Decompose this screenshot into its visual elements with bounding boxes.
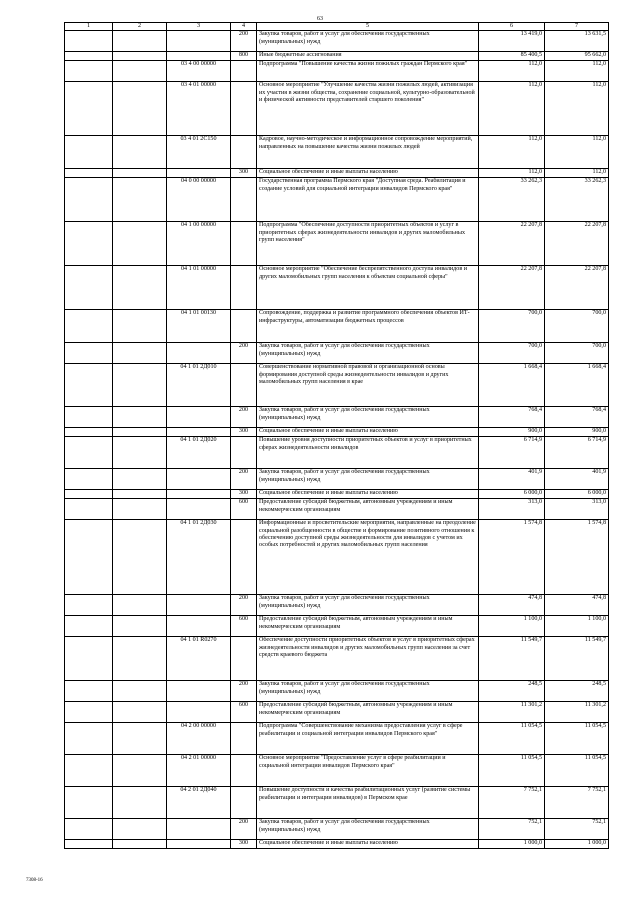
table-row bbox=[65, 499, 609, 520]
col2-cell bbox=[113, 723, 167, 755]
col2-cell bbox=[113, 61, 167, 82]
amount-year-2: 700,0 bbox=[545, 310, 609, 343]
amount-year-2: 752,1 bbox=[545, 819, 609, 840]
table-row bbox=[65, 520, 609, 595]
page-number: 63 bbox=[317, 16, 323, 22]
col1-cell bbox=[65, 637, 113, 681]
expense-type-code: 200 bbox=[231, 407, 257, 428]
amount-year-1: 900,0 bbox=[479, 428, 545, 437]
expense-type-code: 600 bbox=[231, 499, 257, 520]
col1-cell bbox=[65, 437, 113, 469]
amount-year-1: 13 419,0 bbox=[479, 31, 545, 52]
item-name: Социальное обеспечение и иные выплаты населению bbox=[257, 840, 479, 849]
expense-type-code: 200 bbox=[231, 819, 257, 840]
amount-year-1: 1 100,0 bbox=[479, 616, 545, 637]
col2-cell bbox=[113, 681, 167, 702]
target-article-code bbox=[167, 595, 231, 616]
expense-type-code: 200 bbox=[231, 681, 257, 702]
col1-cell bbox=[65, 178, 113, 222]
amount-year-2: 112,0 bbox=[545, 82, 609, 136]
expense-type-code bbox=[231, 178, 257, 222]
amount-year-1: 700,0 bbox=[479, 310, 545, 343]
col1-cell bbox=[65, 31, 113, 52]
target-article-code: 04 2 01 2Д040 bbox=[167, 787, 231, 819]
item-name: Кадровое, научно-методическое и информационное сопровождение мероприятий, направленных на повышение качества жизни пожилых людей bbox=[257, 136, 479, 169]
table-row bbox=[65, 637, 609, 681]
table-row bbox=[65, 840, 609, 849]
footer-code: 7308-16 bbox=[26, 878, 43, 883]
col1-cell bbox=[65, 82, 113, 136]
amount-year-2: 6 000,0 bbox=[545, 490, 609, 499]
table-row bbox=[65, 437, 609, 469]
amount-year-1: 313,0 bbox=[479, 499, 545, 520]
expense-type-code: 200 bbox=[231, 595, 257, 616]
amount-year-2: 112,0 bbox=[545, 136, 609, 169]
amount-year-1: 112,0 bbox=[479, 136, 545, 169]
col2-cell bbox=[113, 840, 167, 849]
expense-type-code bbox=[231, 61, 257, 82]
item-name: Подпрограмма "Совершенствование механизма предоставления услуг в сфере реабилитации и социальной интеграции инвалидов Пермского края" bbox=[257, 723, 479, 755]
col1-cell bbox=[65, 520, 113, 595]
target-article-code bbox=[167, 407, 231, 428]
amount-year-2: 1 574,8 bbox=[545, 520, 609, 595]
amount-year-1: 1 668,4 bbox=[479, 364, 545, 407]
item-name: Социальное обеспечение и иные выплаты населению bbox=[257, 490, 479, 499]
item-name: Предоставление субсидий бюджетным, автономным учреждениям и иным некоммерческим организациям bbox=[257, 499, 479, 520]
col1-cell bbox=[65, 819, 113, 840]
amount-year-1: 33 262,3 bbox=[479, 178, 545, 222]
table-row bbox=[65, 364, 609, 407]
expense-type-code: 200 bbox=[231, 469, 257, 490]
expense-type-code: 300 bbox=[231, 169, 257, 178]
col2-cell bbox=[113, 787, 167, 819]
col2-cell bbox=[113, 499, 167, 520]
col1-cell bbox=[65, 343, 113, 364]
item-name: Основное мероприятие "Улучшение качества жизни пожилых людей, активизация их участия в жизни общества, сохранение социальной, культурно-образовательной и физической активности представителей старшего поколения" bbox=[257, 82, 479, 136]
table-row bbox=[65, 136, 609, 169]
amount-year-2: 1 668,4 bbox=[545, 364, 609, 407]
table-row bbox=[65, 407, 609, 428]
col1-cell bbox=[65, 222, 113, 266]
amount-year-2: 112,0 bbox=[545, 169, 609, 178]
header-cell: 2 bbox=[113, 23, 167, 31]
amount-year-1: 85 400,5 bbox=[479, 52, 545, 61]
target-article-code: 04 1 00 00000 bbox=[167, 222, 231, 266]
target-article-code: 04 2 00 00000 bbox=[167, 723, 231, 755]
expense-type-code: 300 bbox=[231, 840, 257, 849]
col1-cell bbox=[65, 595, 113, 616]
item-name: Предоставление субсидий бюджетным, автономным учреждениям и иным некоммерческим организациям bbox=[257, 702, 479, 723]
expense-type-code: 200 bbox=[231, 343, 257, 364]
target-article-code bbox=[167, 428, 231, 437]
col1-cell bbox=[65, 364, 113, 407]
col1-cell bbox=[65, 52, 113, 61]
expense-type-code bbox=[231, 787, 257, 819]
table-row bbox=[65, 787, 609, 819]
amount-year-2: 1 000,0 bbox=[545, 840, 609, 849]
amount-year-1: 112,0 bbox=[479, 61, 545, 82]
expense-type-code: 300 bbox=[231, 490, 257, 499]
col1-cell bbox=[65, 469, 113, 490]
expense-type-code bbox=[231, 266, 257, 310]
table-row bbox=[65, 681, 609, 702]
amount-year-2: 11 549,7 bbox=[545, 637, 609, 681]
item-name: Информационные и просветительские мероприятия, направленные на преодоление социальной разобщенности в обществе и формирование позитивного отношения к обеспечению доступной среды жизнедеятельности для инвалидов с учетом их особых потребностей и других маломобильных групп населения bbox=[257, 520, 479, 595]
target-article-code bbox=[167, 490, 231, 499]
amount-year-2: 95 662,0 bbox=[545, 52, 609, 61]
amount-year-1: 752,1 bbox=[479, 819, 545, 840]
amount-year-1: 11 549,7 bbox=[479, 637, 545, 681]
item-name: Государственная программа Пермского края "Доступная среда. Реабилитация и создание условий для социальной интеграции инвалидов Пермского края" bbox=[257, 178, 479, 222]
target-article-code: 03 4 00 00000 bbox=[167, 61, 231, 82]
table-row bbox=[65, 82, 609, 136]
col2-cell bbox=[113, 136, 167, 169]
amount-year-1: 11 054,5 bbox=[479, 755, 545, 787]
table-row bbox=[65, 31, 609, 52]
item-name: Социальное обеспечение и иные выплаты населению bbox=[257, 428, 479, 437]
amount-year-2: 1 100,0 bbox=[545, 616, 609, 637]
table-row bbox=[65, 469, 609, 490]
target-article-code bbox=[167, 681, 231, 702]
amount-year-1: 7 752,1 bbox=[479, 787, 545, 819]
col2-cell bbox=[113, 310, 167, 343]
expense-type-code bbox=[231, 364, 257, 407]
target-article-code bbox=[167, 469, 231, 490]
col2-cell bbox=[113, 222, 167, 266]
target-article-code: 04 1 01 00130 bbox=[167, 310, 231, 343]
col2-cell bbox=[113, 616, 167, 637]
expense-type-code bbox=[231, 222, 257, 266]
item-name: Подпрограмма "Обеспечение доступности приоритетных объектов и услуг в приоритетных сферах жизнедеятельности инвалидов и других маломобильных групп населения" bbox=[257, 222, 479, 266]
expense-type-code bbox=[231, 136, 257, 169]
table-row bbox=[65, 490, 609, 499]
table-row bbox=[65, 61, 609, 82]
col1-cell bbox=[65, 723, 113, 755]
target-article-code: 04 1 01 2Д020 bbox=[167, 437, 231, 469]
target-article-code: 04 1 01 00000 bbox=[167, 266, 231, 310]
amount-year-2: 401,9 bbox=[545, 469, 609, 490]
col2-cell bbox=[113, 343, 167, 364]
col1-cell bbox=[65, 310, 113, 343]
table-row bbox=[65, 428, 609, 437]
header-cell: 1 bbox=[65, 23, 113, 31]
item-name: Сопровождение, поддержка и развитие программного обеспечения объектов ИТ-инфраструктуры, автоматизации бюджетных процессов bbox=[257, 310, 479, 343]
amount-year-1: 112,0 bbox=[479, 169, 545, 178]
col1-cell bbox=[65, 787, 113, 819]
amount-year-2: 248,5 bbox=[545, 681, 609, 702]
amount-year-1: 6 000,0 bbox=[479, 490, 545, 499]
amount-year-2: 6 714,9 bbox=[545, 437, 609, 469]
target-article-code bbox=[167, 616, 231, 637]
amount-year-2: 7 752,1 bbox=[545, 787, 609, 819]
col1-cell bbox=[65, 266, 113, 310]
target-article-code: 04 0 00 00000 bbox=[167, 178, 231, 222]
amount-year-1: 22 207,8 bbox=[479, 222, 545, 266]
item-name: Закупка товаров, работ и услуг для обеспечения государственных (муниципальных) нужд bbox=[257, 681, 479, 702]
item-name: Закупка товаров, работ и услуг для обеспечения государственных (муниципальных) нужд bbox=[257, 343, 479, 364]
col2-cell bbox=[113, 469, 167, 490]
amount-year-2: 768,4 bbox=[545, 407, 609, 428]
amount-year-1: 11 301,2 bbox=[479, 702, 545, 723]
amount-year-1: 768,4 bbox=[479, 407, 545, 428]
table-row bbox=[65, 178, 609, 222]
amount-year-2: 313,0 bbox=[545, 499, 609, 520]
amount-year-2: 11 054,5 bbox=[545, 723, 609, 755]
expense-type-code bbox=[231, 82, 257, 136]
amount-year-2: 700,0 bbox=[545, 343, 609, 364]
col2-cell bbox=[113, 637, 167, 681]
col2-cell bbox=[113, 31, 167, 52]
header-cell: 4 bbox=[231, 23, 257, 31]
amount-year-1: 1 574,8 bbox=[479, 520, 545, 595]
target-article-code: 03 4 01 2С150 bbox=[167, 136, 231, 169]
col2-cell bbox=[113, 266, 167, 310]
amount-year-1: 11 054,5 bbox=[479, 723, 545, 755]
col1-cell bbox=[65, 840, 113, 849]
budget-table bbox=[64, 22, 609, 849]
item-name: Предоставление субсидий бюджетным, автономным учреждениям и иным некоммерческим организациям bbox=[257, 616, 479, 637]
expense-type-code bbox=[231, 437, 257, 469]
item-name: Подпрограмма "Повышение качества жизни пожилых граждан Пермского края" bbox=[257, 61, 479, 82]
expense-type-code bbox=[231, 637, 257, 681]
amount-year-2: 474,8 bbox=[545, 595, 609, 616]
amount-year-2: 22 207,8 bbox=[545, 222, 609, 266]
amount-year-2: 22 207,8 bbox=[545, 266, 609, 310]
header-cell: 7 bbox=[545, 23, 609, 31]
amount-year-1: 401,9 bbox=[479, 469, 545, 490]
col2-cell bbox=[113, 428, 167, 437]
table-row bbox=[65, 616, 609, 637]
target-article-code: 04 2 01 00000 bbox=[167, 755, 231, 787]
item-name: Закупка товаров, работ и услуг для обеспечения государственных (муниципальных) нужд bbox=[257, 595, 479, 616]
table-row bbox=[65, 755, 609, 787]
amount-year-2: 13 631,5 bbox=[545, 31, 609, 52]
item-name: Закупка товаров, работ и услуг для обеспечения государственных (муниципальных) нужд bbox=[257, 31, 479, 52]
table-row bbox=[65, 266, 609, 310]
target-article-code bbox=[167, 31, 231, 52]
amount-year-2: 11 054,5 bbox=[545, 755, 609, 787]
table-row bbox=[65, 343, 609, 364]
expense-type-code: 200 bbox=[231, 31, 257, 52]
col2-cell bbox=[113, 819, 167, 840]
table-row bbox=[65, 169, 609, 178]
amount-year-1: 22 207,8 bbox=[479, 266, 545, 310]
col1-cell bbox=[65, 616, 113, 637]
amount-year-1: 6 714,9 bbox=[479, 437, 545, 469]
col2-cell bbox=[113, 702, 167, 723]
header-cell: 5 bbox=[257, 23, 479, 31]
expense-type-code: 800 bbox=[231, 52, 257, 61]
col2-cell bbox=[113, 520, 167, 595]
target-article-code: 03 4 01 00000 bbox=[167, 82, 231, 136]
col2-cell bbox=[113, 169, 167, 178]
target-article-code bbox=[167, 840, 231, 849]
expense-type-code bbox=[231, 520, 257, 595]
amount-year-2: 11 301,2 bbox=[545, 702, 609, 723]
expense-type-code: 300 bbox=[231, 428, 257, 437]
table-row bbox=[65, 702, 609, 723]
col1-cell bbox=[65, 702, 113, 723]
target-article-code: 04 1 01 R0270 bbox=[167, 637, 231, 681]
target-article-code bbox=[167, 499, 231, 520]
col2-cell bbox=[113, 52, 167, 61]
col2-cell bbox=[113, 595, 167, 616]
col1-cell bbox=[65, 136, 113, 169]
table-row bbox=[65, 723, 609, 755]
table-row bbox=[65, 310, 609, 343]
amount-year-1: 700,0 bbox=[479, 343, 545, 364]
amount-year-2: 900,0 bbox=[545, 428, 609, 437]
col1-cell bbox=[65, 681, 113, 702]
item-name: Повышение уровня доступности приоритетных объектов и услуг в приоритетных сферах жизнедеятельности инвалидов bbox=[257, 437, 479, 469]
col1-cell bbox=[65, 428, 113, 437]
header-cell: 6 bbox=[479, 23, 545, 31]
target-article-code bbox=[167, 52, 231, 61]
item-name: Иные бюджетные ассигнования bbox=[257, 52, 479, 61]
amount-year-1: 1 000,0 bbox=[479, 840, 545, 849]
item-name: Закупка товаров, работ и услуг для обеспечения государственных (муниципальных) нужд bbox=[257, 819, 479, 840]
target-article-code: 04 1 01 2Д030 bbox=[167, 520, 231, 595]
item-name: Обеспечение доступности приоритетных объектов и услуг в приоритетных сферах жизнедеятельности инвалидов и других маломобильных групп населения за счет средств краевого бюджета bbox=[257, 637, 479, 681]
expense-type-code: 600 bbox=[231, 616, 257, 637]
col2-cell bbox=[113, 490, 167, 499]
item-name: Закупка товаров, работ и услуг для обеспечения государственных (муниципальных) нужд bbox=[257, 407, 479, 428]
col1-cell bbox=[65, 490, 113, 499]
item-name: Основное мероприятие "Предоставление услуг в сфере реабилитации и социальной интеграции инвалидов Пермского края" bbox=[257, 755, 479, 787]
item-name: Основное мероприятие "Обеспечение беспрепятственного доступа инвалидов и других маломобильных групп населения к объектам социальной сферы" bbox=[257, 266, 479, 310]
col2-cell bbox=[113, 364, 167, 407]
amount-year-2: 33 262,3 bbox=[545, 178, 609, 222]
table-row bbox=[65, 819, 609, 840]
col2-cell bbox=[113, 178, 167, 222]
target-article-code bbox=[167, 819, 231, 840]
col2-cell bbox=[113, 437, 167, 469]
item-name: Совершенствование нормативной правовой и организационной основы формирования доступной среды жизнедеятельности инвалидов и других маломобильных групп населения в крае bbox=[257, 364, 479, 407]
table-row bbox=[65, 222, 609, 266]
col2-cell bbox=[113, 407, 167, 428]
target-article-code bbox=[167, 702, 231, 723]
header-cell: 3 bbox=[167, 23, 231, 31]
target-article-code bbox=[167, 169, 231, 178]
item-name: Социальное обеспечение и иные выплаты населению bbox=[257, 169, 479, 178]
col1-cell bbox=[65, 407, 113, 428]
col1-cell bbox=[65, 61, 113, 82]
table-row bbox=[65, 595, 609, 616]
item-name: Закупка товаров, работ и услуг для обеспечения государственных (муниципальных) нужд bbox=[257, 469, 479, 490]
col1-cell bbox=[65, 169, 113, 178]
item-name: Повышение доступности и качества реабилитационных услуг (развитие системы реабилитации и интеграции инвалидов) в Пермском крае bbox=[257, 787, 479, 819]
table-row bbox=[65, 52, 609, 61]
expense-type-code bbox=[231, 310, 257, 343]
expense-type-code: 600 bbox=[231, 702, 257, 723]
amount-year-1: 248,5 bbox=[479, 681, 545, 702]
target-article-code: 04 1 01 2Д010 bbox=[167, 364, 231, 407]
expense-type-code bbox=[231, 755, 257, 787]
amount-year-1: 112,0 bbox=[479, 82, 545, 136]
col1-cell bbox=[65, 499, 113, 520]
amount-year-2: 112,0 bbox=[545, 61, 609, 82]
col1-cell bbox=[65, 755, 113, 787]
amount-year-1: 474,8 bbox=[479, 595, 545, 616]
target-article-code bbox=[167, 343, 231, 364]
col2-cell bbox=[113, 755, 167, 787]
col2-cell bbox=[113, 82, 167, 136]
expense-type-code bbox=[231, 723, 257, 755]
table-header-row bbox=[65, 23, 609, 31]
